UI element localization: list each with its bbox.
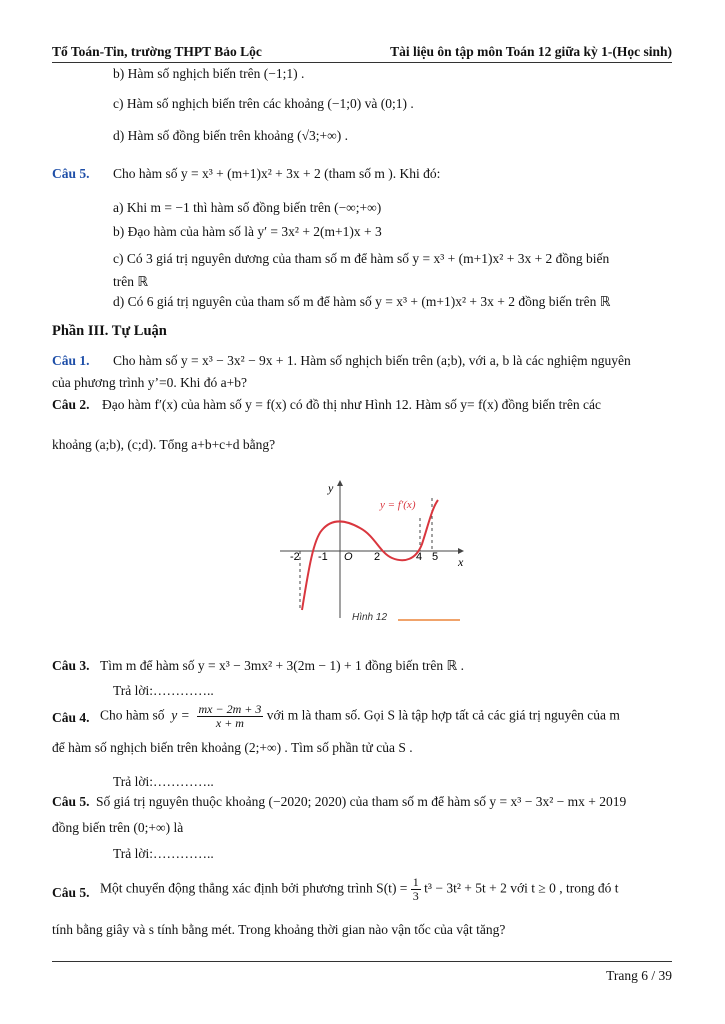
cau5-a: a) Khi m = −1 thì hàm số đồng biến trên (−∞;+∞): [113, 200, 382, 215]
q4-text: Cho hàm số y = $\frac{mx - 2m + 3}{x + m}$ với m là tham số. Gọi S là tập hợp tất cả các giá trị nguyên của m: [100, 702, 620, 730]
q5-text: Số giá trị nguyên thuộc khoảng (−2020; 2020) của tham số m để hàm số y = x³ − 3x² − mx + 2019: [96, 794, 627, 809]
q4-item-b: b) Hàm số nghịch biến trên (−1;1) .: [113, 66, 305, 81]
q4-label: Câu 4.: [52, 710, 90, 725]
header-right: Tài liệu ôn tập môn Toán 12 giữa kỳ 1-(Học sinh): [390, 44, 672, 59]
cau5-b: b) Đạo hàm của hàm số là y′ = 3x² + 2(m+1)x + 3: [113, 224, 382, 239]
cau5-c-cont: trên ℝ: [113, 274, 149, 289]
cau5-label: Câu 5.: [52, 166, 90, 181]
cau5-d: d) Có 6 giá trị nguyên của tham số m để hàm số y = x³ + (m+1)x² + 3x + 2 đồng biến trên ℝ: [113, 294, 611, 309]
q6-denominator: 3: [412, 889, 419, 903]
q5-label: Câu 5.: [52, 794, 90, 809]
x-axis-label: x: [458, 555, 464, 569]
figure-caption: Hình 12: [352, 612, 388, 623]
q4-item-c: c) Hàm số nghịch biến trên các khoảng (−1;0) và (0;1) .: [113, 96, 414, 111]
y-axis-arrow: [337, 480, 343, 486]
q1-text: Cho hàm số y = x³ − 3x² − 9x + 1. Hàm số nghịch biến trên (a;b), với a, b là các nghiệm nguyên: [113, 353, 631, 368]
y-axis-label: y: [328, 481, 334, 495]
page-number: Trang 6 / 39: [606, 968, 672, 983]
q4-pre: Cho hàm số: [100, 707, 165, 723]
cau5-c: c) Có 3 giá trị nguyên dương của tham số m để hàm số y = x³ + (m+1)x² + 3x + 2 đồng biến: [113, 251, 610, 266]
tick-minus2: -2: [290, 551, 300, 563]
q3-text: Tìm m để hàm số y = x³ − 3mx² + 3(2m − 1) + 1 đồng biến trên ℝ .: [100, 658, 464, 673]
q6-post: t³ − 3t² + 5t + 2 với t ≥ 0 , trong đó t: [424, 880, 619, 896]
q2-text: Đạo hàm f′(x) của hàm số y = f(x) có đồ thị như Hình 12. Hàm số y= f(x) đồng biến trên các: [102, 397, 601, 412]
q2-text-cont: khoảng (a;b), (c;d). Tổng a+b+c+d bằng?: [52, 437, 276, 452]
q6-text: [100, 876, 619, 903]
q6-fraction: [411, 876, 421, 903]
header-left: Tổ Toán-Tin, trường THPT Bảo Lộc: [52, 44, 262, 59]
q4-post: với m là tham số. Gọi S là tập hợp tất cả các giá trị nguyên của m: [266, 707, 620, 723]
q4-answer: Trả lời:…………..: [113, 774, 214, 789]
curve-label: y = f′(x): [380, 499, 416, 511]
q1-text-cont: của phương trình y’=0. Khi đó a+b?: [52, 375, 248, 390]
tick-2: 2: [374, 551, 381, 563]
cau5-text: Cho hàm số y = x³ + (m+1)x² + 3x + 2 (tham số m ). Khi đó:: [113, 166, 441, 181]
q5-text-cont: đồng biến trên (0;+∞) là: [52, 820, 184, 835]
q4-fraction: [197, 703, 264, 730]
q6-text-cont: tính bằng giây và s tính bằng mét. Trong khoảng thời gian nào vận tốc của vật tăng?: [52, 922, 506, 937]
derivative-graph-figure: [280, 478, 470, 628]
q1-label: Câu 1.: [52, 353, 90, 368]
tick-4: 4: [416, 551, 423, 563]
q3-label: Câu 3.: [52, 658, 90, 673]
tick-5: 5: [432, 551, 439, 563]
q6-label: Câu 5.: [52, 885, 90, 900]
x-axis-arrow: [458, 548, 464, 554]
q2-label: Câu 2.: [52, 397, 90, 412]
q4-numerator: mx − 2m + 3: [198, 702, 262, 716]
origin-label: O: [344, 551, 353, 563]
header-divider: [52, 62, 672, 63]
q4-denominator: x + m: [215, 716, 244, 730]
q6-numerator: 1: [412, 875, 419, 889]
tick-minus1: -1: [318, 551, 328, 563]
part3-title: Phần III. Tự Luận: [52, 323, 167, 339]
footer-divider: [52, 961, 672, 962]
q3-answer: Trả lời:…………..: [113, 683, 214, 698]
q5-answer: Trả lời:…………..: [113, 846, 214, 861]
q4-text-cont: để hàm số nghịch biến trên khoảng (2;+∞) . Tìm số phần tử của S .: [52, 740, 413, 755]
q4-item-d: d) Hàm số đồng biến trên khoảng (√3;+∞) .: [113, 128, 348, 143]
q6-pre: Một chuyển động thẳng xác định bởi phương trình S(t) =: [100, 880, 408, 896]
